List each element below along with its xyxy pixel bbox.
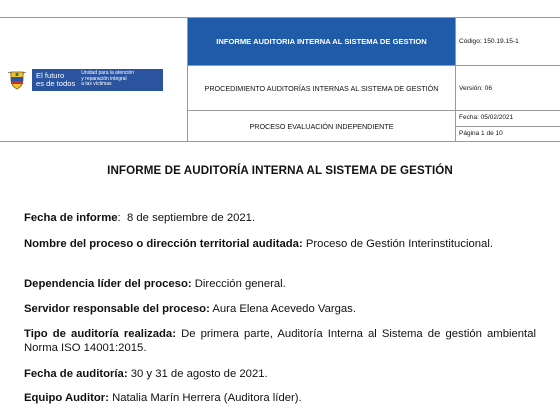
field-report-date: Fecha de informe: 8 de septiembre de 2021. xyxy=(24,212,256,224)
brand-banner xyxy=(32,69,163,91)
unit-name-line-3: a las víctimas xyxy=(81,81,112,88)
slogan-line-1: El futuro xyxy=(36,71,65,81)
field-process-name xyxy=(24,237,536,251)
unit-name xyxy=(81,71,159,88)
field-label: Dependencia líder del proceso: xyxy=(24,278,192,290)
page-number: Página 1 de 10 xyxy=(456,126,560,142)
field-label: Equipo Auditor: xyxy=(24,392,109,404)
field-audit-type xyxy=(24,327,536,355)
date-page-cell xyxy=(456,111,560,142)
procedure-name: PROCEDIMIENTO AUDITORÍAS INTERNAS AL SISTEMA DE GESTIÓN xyxy=(188,66,456,111)
field-value: De primera parte, Auditoría Interna al Sistema de gestión ambiental Norma ISO 14001:2015. xyxy=(24,328,536,354)
document-code: Código: 150.19.15-1 xyxy=(456,18,560,66)
field-value: Natalia Marín Herrera (Auditora líder). xyxy=(112,392,302,404)
field-value: 30 y 31 de agosto de 2021. xyxy=(130,368,268,380)
field-value: 8 de septiembre de 2021. xyxy=(126,212,256,224)
field-audit-date xyxy=(24,367,536,381)
version-label: Versión: 06 xyxy=(456,66,560,111)
header-title: INFORME AUDITORIA INTERNA AL SISTEMA DE GESTION xyxy=(188,18,456,66)
field-responsible xyxy=(24,302,536,316)
field-lead-unit xyxy=(24,277,536,291)
colombia-coat-of-arms-icon xyxy=(8,70,26,90)
unit-name-line-2: y reparación integral xyxy=(81,75,127,82)
slogan xyxy=(36,72,75,87)
field-value: Dirección general. xyxy=(194,278,286,290)
logo-cell xyxy=(0,18,188,142)
field-label: Tipo de auditoría realizada: xyxy=(24,328,176,340)
slogan-line-2: es de todos xyxy=(36,78,76,88)
field-label: Fecha de informe xyxy=(24,212,118,224)
field-label: Servidor responsable del proceso: xyxy=(24,303,210,315)
field-label: Nombre del proceso o dirección territorial auditada: xyxy=(24,238,303,250)
field-label: Fecha de auditoría: xyxy=(24,368,128,380)
document-title: INFORME DE AUDITORÍA INTERNA AL SISTEMA DE GESTIÓN xyxy=(107,164,453,177)
field-audit-team xyxy=(24,391,536,405)
unit-name-line-1: Unidad para la atención xyxy=(81,70,135,77)
field-value: Aura Elena Acevedo Vargas. xyxy=(212,303,356,315)
document-header-table xyxy=(0,17,560,142)
logo xyxy=(0,69,187,91)
process-name: PROCESO EVALUACIÓN INDEPENDIENTE xyxy=(188,111,456,142)
field-value: Proceso de Gestión Interinstitucional. xyxy=(305,238,493,250)
header-date: Fecha: 05/02/2021 xyxy=(459,114,514,121)
